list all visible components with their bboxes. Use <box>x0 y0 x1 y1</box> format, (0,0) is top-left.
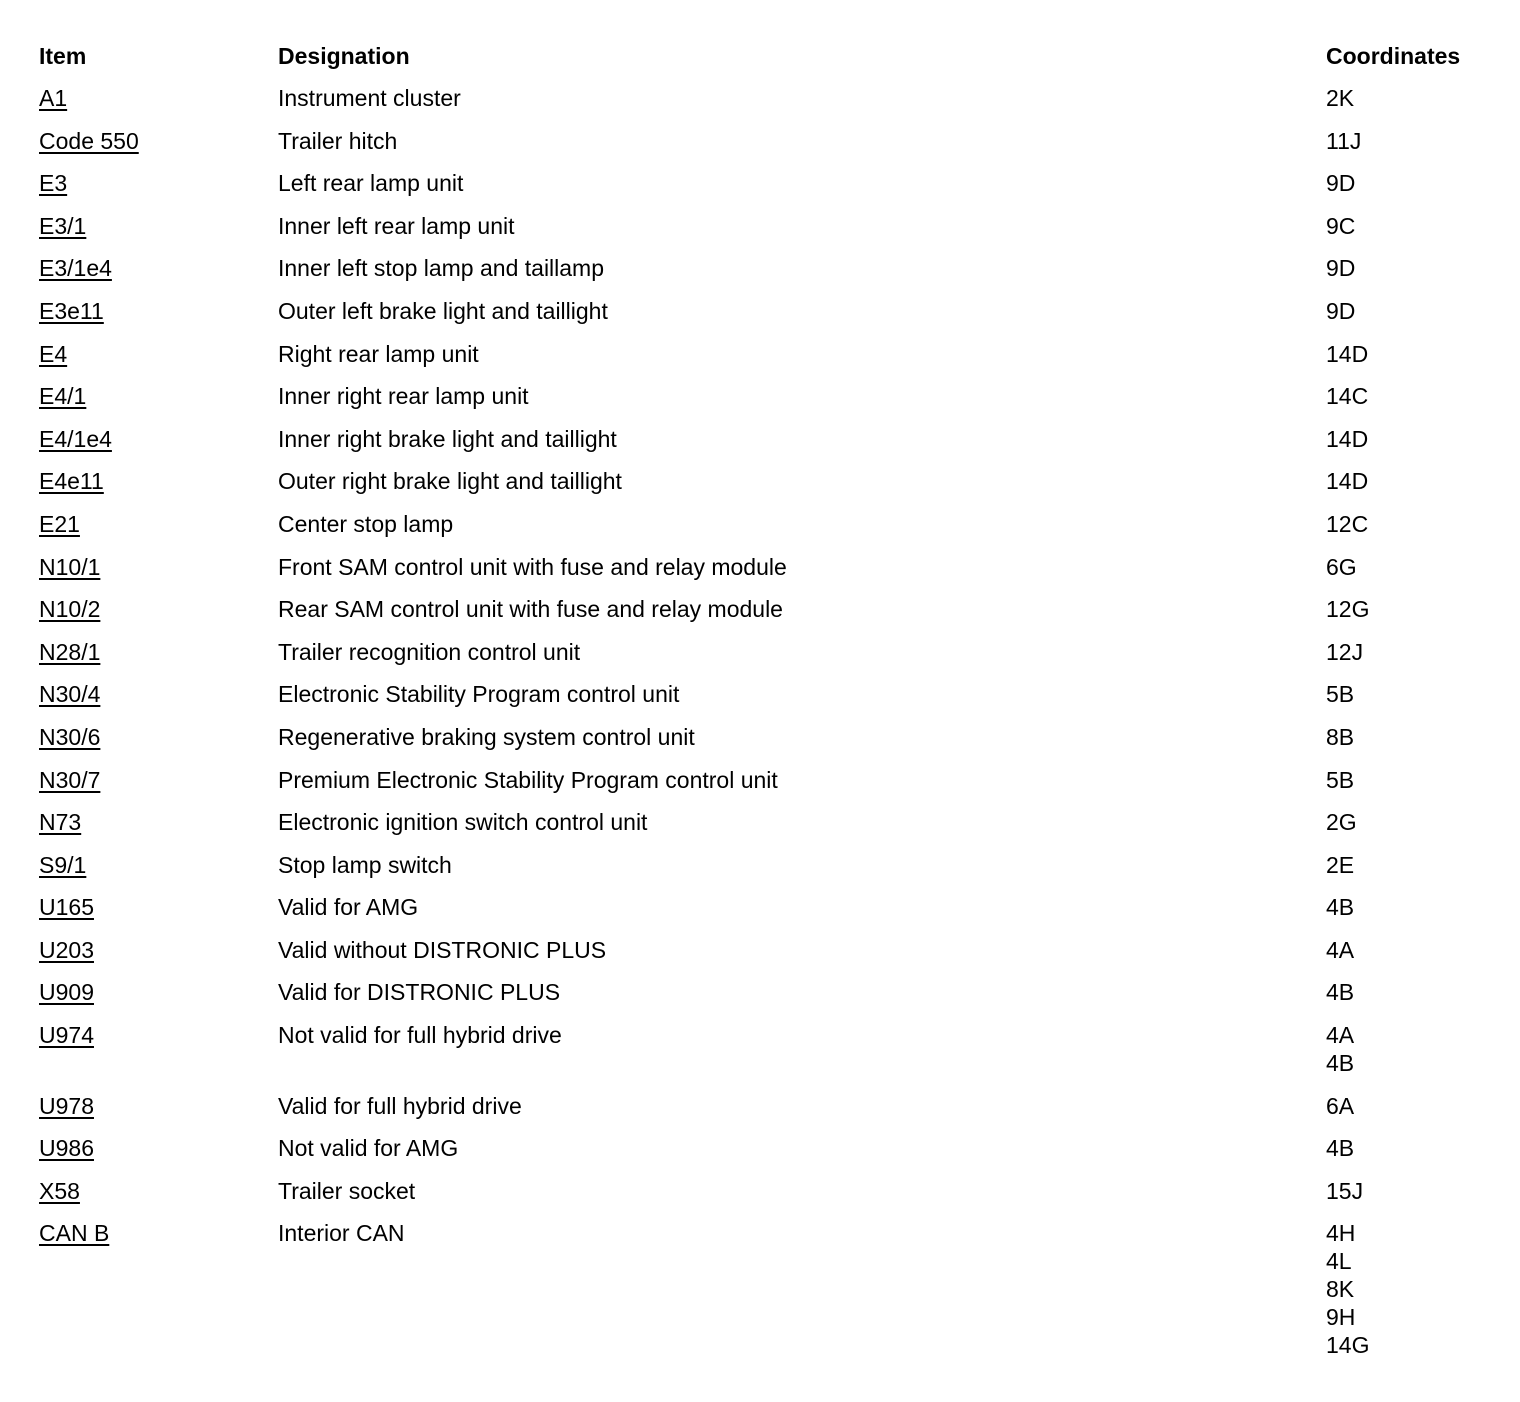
item-link[interactable]: E3e11 <box>39 297 104 324</box>
table-row <box>39 553 1499 596</box>
table-row <box>39 1219 1499 1374</box>
coordinate-value: 4A <box>1326 1022 1355 1049</box>
designation-text: Stop lamp switch <box>278 851 452 878</box>
item-link[interactable]: Code 550 <box>39 127 139 154</box>
designation-text: Electronic ignition switch control unit <box>278 809 648 836</box>
table-row <box>39 638 1499 681</box>
coordinates-cell <box>1326 808 1357 836</box>
coordinate-value: 5B <box>1326 766 1355 793</box>
designation-text: Center stop lamp <box>278 510 454 537</box>
designation-text: Inner right rear lamp unit <box>278 383 529 410</box>
item-link[interactable]: E21 <box>39 510 80 537</box>
table-row <box>39 297 1499 340</box>
coordinates-cell <box>1326 1092 1354 1120</box>
coordinates-cell <box>1326 1134 1354 1162</box>
coordinate-value: 14D <box>1326 425 1369 452</box>
coordinate-value: 9H <box>1326 1304 1356 1331</box>
item-link[interactable]: U909 <box>39 979 94 1006</box>
item-link[interactable]: E4/1e4 <box>39 425 112 452</box>
coordinates-cell <box>1326 1177 1363 1205</box>
table-row <box>39 169 1499 212</box>
table-row <box>39 382 1499 425</box>
header-coordinates: Coordinates <box>1326 43 1461 69</box>
coordinates-cell <box>1326 84 1354 112</box>
table-row <box>39 851 1499 894</box>
item-link[interactable]: E3/1e4 <box>39 255 112 282</box>
coordinate-value: 15J <box>1326 1177 1364 1204</box>
designation-text: Outer right brake light and taillight <box>278 468 622 495</box>
coordinates-cell <box>1326 638 1363 666</box>
coordinates-cell <box>1326 851 1354 879</box>
coordinate-value: 4H <box>1326 1220 1356 1247</box>
designation-text: Outer left brake light and taillight <box>278 297 608 324</box>
coordinates-cell <box>1326 340 1368 368</box>
table-body <box>39 84 1499 1374</box>
table-row <box>39 978 1499 1021</box>
coordinates-cell <box>1326 212 1355 240</box>
coordinate-value: 2K <box>1326 85 1355 111</box>
item-link[interactable]: U974 <box>39 1022 94 1049</box>
coordinates-cell <box>1326 680 1354 708</box>
coordinates-cell <box>1326 382 1368 410</box>
designation-text: Rear SAM control unit with fuse and relay module <box>278 596 783 623</box>
designation-text: Valid for full hybrid drive <box>278 1092 522 1119</box>
coordinate-value: 4B <box>1326 894 1355 921</box>
table-row <box>39 425 1499 468</box>
coordinates-cell <box>1326 936 1354 964</box>
designation-text: Not valid for full hybrid drive <box>278 1022 562 1049</box>
designation-text: Front SAM control unit with fuse and relay module <box>278 553 787 580</box>
item-link[interactable]: E3 <box>39 170 68 197</box>
coordinates-cell <box>1326 127 1361 155</box>
item-link[interactable]: N30/4 <box>39 681 101 708</box>
designation-text: Left rear lamp unit <box>278 170 464 197</box>
designation-text: Not valid for AMG <box>278 1135 459 1162</box>
coordinate-value: 14G <box>1326 1332 1370 1359</box>
coordinate-value: 4A <box>1326 936 1355 963</box>
coordinate-value: 14D <box>1326 468 1369 495</box>
designation-text: Trailer recognition control unit <box>278 638 581 665</box>
coordinate-value: 11J <box>1326 127 1362 154</box>
table-row <box>39 127 1499 170</box>
coordinates-cell <box>1326 169 1355 197</box>
designation-text: Trailer socket <box>278 1177 416 1204</box>
item-link[interactable]: X58 <box>39 1177 80 1204</box>
designation-text: Inner left stop lamp and taillamp <box>278 255 605 282</box>
item-link[interactable]: CAN B <box>39 1220 110 1247</box>
coordinate-value: 6A <box>1326 1092 1355 1119</box>
designation-text: Trailer hitch <box>278 127 398 154</box>
table-row <box>39 723 1499 766</box>
table-row <box>39 1092 1499 1135</box>
coordinate-value: 2E <box>1326 851 1355 878</box>
table-row <box>39 1177 1499 1220</box>
coordinate-value: 4B <box>1326 979 1355 1006</box>
table-row <box>39 808 1499 851</box>
table-row <box>39 893 1499 936</box>
header-designation: Designation <box>278 43 410 69</box>
designation-text: Premium Electronic Stability Program control unit <box>278 766 778 793</box>
coordinate-value: 2G <box>1326 809 1357 836</box>
coordinates-cell <box>1326 595 1369 623</box>
table-row <box>39 936 1499 979</box>
designation-text: Regenerative braking system control unit <box>278 723 695 750</box>
coordinates-cell <box>1326 1219 1369 1359</box>
coordinate-value: 9D <box>1326 255 1356 282</box>
table-row <box>39 766 1499 809</box>
table-row <box>39 84 1499 127</box>
item-link[interactable]: E4 <box>39 340 68 367</box>
coordinate-value: 9D <box>1326 297 1356 324</box>
designation-text: Valid for AMG <box>278 894 419 921</box>
legend-table <box>39 42 1499 1374</box>
item-link[interactable]: N30/7 <box>39 766 101 793</box>
table-row <box>39 340 1499 383</box>
item-link[interactable]: U165 <box>39 894 94 921</box>
item-link[interactable]: U986 <box>39 1135 94 1162</box>
coordinates-cell <box>1326 978 1354 1006</box>
table-row <box>39 212 1499 255</box>
designation-text: Interior CAN <box>278 1220 405 1247</box>
item-link[interactable]: N73 <box>39 809 82 836</box>
item-link[interactable]: E4/1 <box>39 383 87 410</box>
table-row <box>39 595 1499 638</box>
table-row <box>39 510 1499 553</box>
coordinate-value: 9D <box>1326 170 1356 197</box>
designation-text: Inner right brake light and taillight <box>278 425 617 452</box>
item-link[interactable]: U978 <box>39 1092 94 1119</box>
coordinate-value: 4L <box>1326 1248 1352 1275</box>
coordinates-cell <box>1326 893 1354 921</box>
coordinates-cell <box>1326 254 1355 282</box>
coordinates-cell <box>1326 510 1368 538</box>
coordinates-cell <box>1326 766 1354 794</box>
coordinate-value: 12J <box>1326 638 1364 665</box>
designation-text: Valid for DISTRONIC PLUS <box>278 979 561 1006</box>
item-link[interactable]: E3/1 <box>39 212 87 239</box>
coordinate-value: 6G <box>1326 553 1357 580</box>
coordinates-cell <box>1326 467 1368 495</box>
designation-text: Valid without DISTRONIC PLUS <box>278 936 607 963</box>
designation-text: Right rear lamp unit <box>278 340 479 367</box>
item-link[interactable]: N30/6 <box>39 723 101 750</box>
coordinate-value: 5B <box>1326 681 1355 708</box>
item-link[interactable]: U203 <box>39 936 94 963</box>
designation-text: Inner left rear lamp unit <box>278 212 515 239</box>
item-link[interactable]: N28/1 <box>39 638 101 665</box>
table-row <box>39 254 1499 297</box>
item-link[interactable]: A1 <box>39 85 68 111</box>
item-link[interactable]: E4e11 <box>39 468 104 495</box>
header-item: Item <box>39 43 87 69</box>
coordinate-value: 14C <box>1326 383 1369 410</box>
item-link[interactable]: N10/1 <box>39 553 101 580</box>
coordinates-cell <box>1326 425 1368 453</box>
item-link[interactable]: S9/1 <box>39 851 87 878</box>
coordinates-cell <box>1326 553 1357 581</box>
table-row <box>39 1134 1499 1177</box>
coordinates-cell <box>1326 297 1355 325</box>
coordinates-cell <box>1326 723 1354 751</box>
coordinate-value: 9C <box>1326 212 1356 239</box>
table-row <box>39 467 1499 510</box>
coordinate-value: 8K <box>1326 1276 1355 1303</box>
item-link[interactable]: N10/2 <box>39 596 101 623</box>
coordinates-cell <box>1326 1021 1354 1077</box>
coordinate-value: 4B <box>1326 1135 1355 1162</box>
designation-text: Instrument cluster <box>278 85 461 111</box>
coordinate-value: 14D <box>1326 340 1369 367</box>
coordinate-value: 12C <box>1326 510 1369 537</box>
table-row <box>39 680 1499 723</box>
table-row <box>39 1021 1499 1092</box>
table-header-row <box>39 42 1499 84</box>
coordinate-value: 12G <box>1326 596 1370 623</box>
coordinate-value: 8B <box>1326 723 1355 750</box>
coordinate-value: 4B <box>1326 1050 1355 1077</box>
designation-text: Electronic Stability Program control unit <box>278 681 680 708</box>
